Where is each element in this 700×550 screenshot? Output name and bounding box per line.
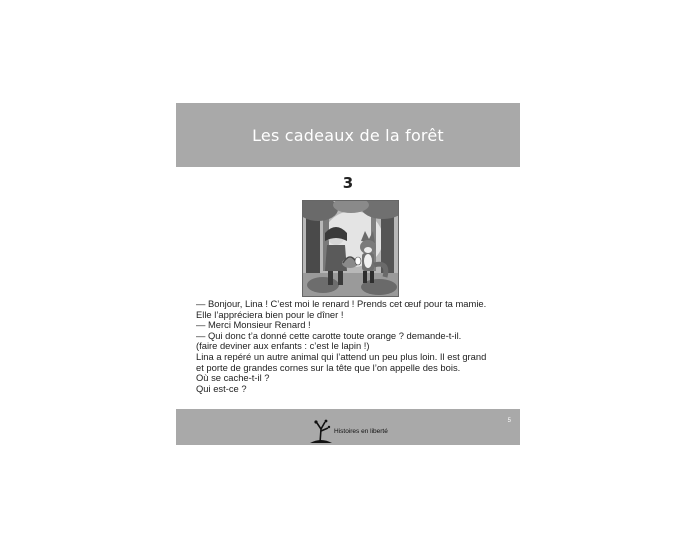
tree-logo-icon	[306, 417, 336, 443]
forest-scene-illustration	[302, 200, 399, 297]
story-line: Lina a repéré un autre animal qui l’attend un peu plus loin. Il est grand	[196, 350, 487, 362]
publisher-logo	[306, 417, 416, 443]
story-text	[196, 299, 512, 394]
book-page	[176, 103, 520, 445]
story-line: (faire deviner aux enfants : c’est le lapin !)	[196, 340, 370, 352]
footer-band	[176, 409, 520, 445]
page-title: Les cadeaux de la forêt	[252, 125, 444, 145]
illustration-drawing	[303, 201, 398, 296]
page-number: 5	[507, 418, 511, 424]
publisher-logo-text: Histoires en liberté	[334, 428, 388, 435]
story-line: — Bonjour, Lina ! C’est moi le renard ! Prends cet œuf pour ta mamie.	[196, 298, 487, 309]
story-line: Qui est-ce ?	[196, 382, 247, 394]
chapter-number: 3	[342, 174, 354, 192]
header-band	[176, 103, 520, 167]
story-line: — Qui donc t’a donné cette carotte toute orange ? demande-t-il.	[196, 329, 462, 341]
story-line: Elle l’appréciera bien pour le dîner !	[196, 308, 344, 320]
story-line: — Merci Monsieur Renard !	[196, 319, 311, 331]
story-line: Où se cache-t-il ?	[196, 372, 270, 384]
story-line: et porte de grandes cornes sur la tête que l’on appelle des bois.	[196, 361, 461, 373]
